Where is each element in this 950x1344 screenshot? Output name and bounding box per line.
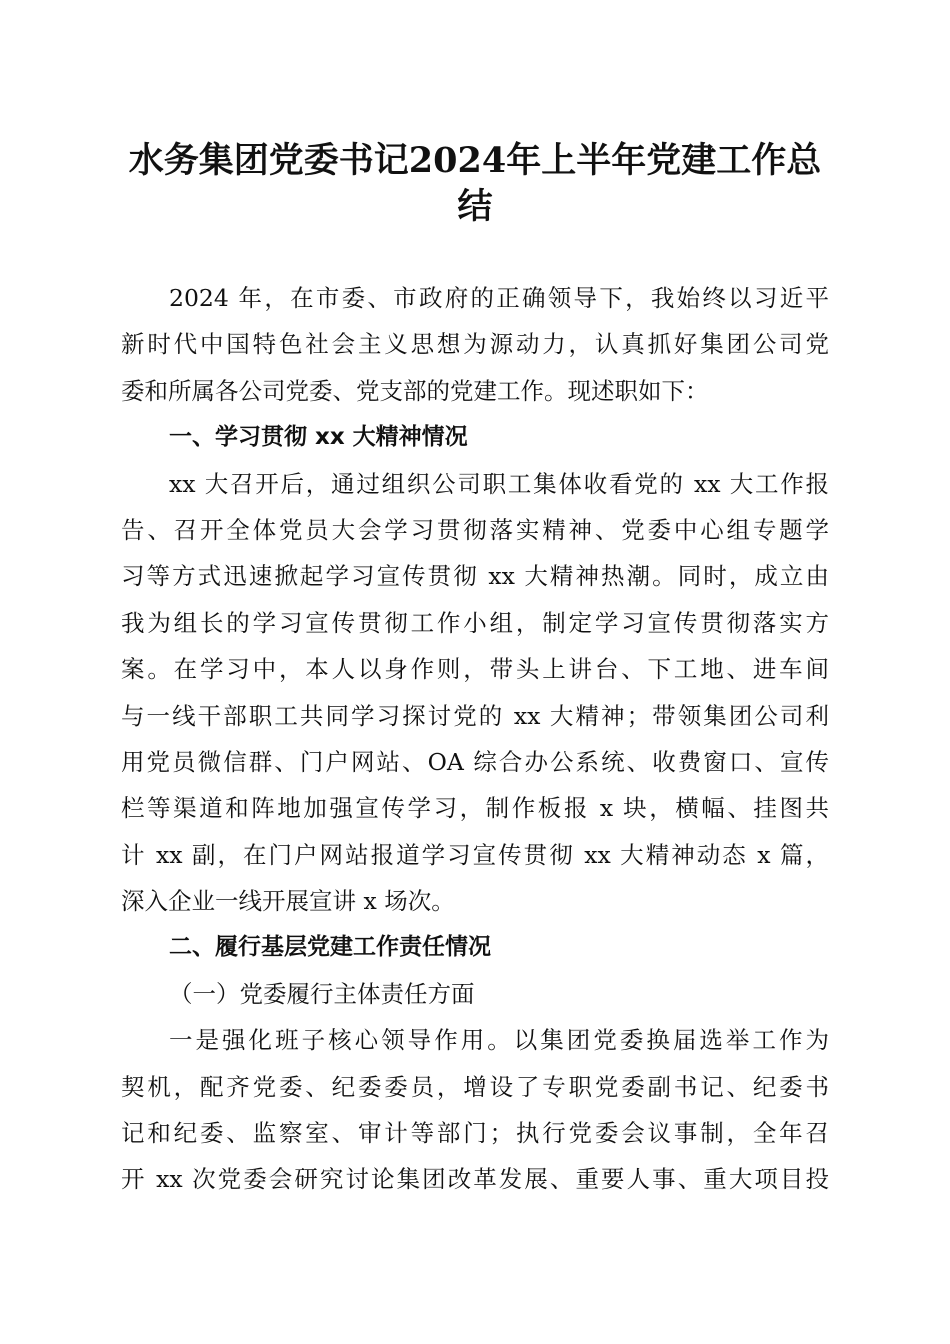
document-title-line-1: 水务集团党委书记2024年上半年党建工作总: [128, 140, 822, 181]
subsection-heading: （一）党委履行主体责任方面: [169, 979, 475, 1008]
paragraph-line: 栏等渠道和阵地加强宣传学习，制作板报 x 块，横幅、挂图共: [121, 794, 829, 823]
paragraph-line: 2024 年，在市委、市政府的正确领导下，我始终以习近平: [169, 284, 829, 312]
section-heading-2: 二、履行基层党建工作责任情况: [169, 934, 491, 961]
paragraph-line: 与一线干部职工共同学习探讨党的 xx 大精神；带领集团公司利: [121, 701, 829, 730]
paragraph-line: 案。在学习中，本人以身作则，带头上讲台、下工地、进车间: [121, 655, 829, 684]
document-title-line-2: 结: [457, 186, 493, 227]
paragraph-line: 用党员微信群、门户网站、OA 综合办公系统、收费窗口、宣传: [121, 747, 829, 776]
paragraph-line: 告、召开全体党员大会学习贯彻落实精神、党委中心组专题学: [121, 515, 829, 544]
paragraph-line: 习等方式迅速掀起学习宣传贯彻 xx 大精神热潮。同时，成立由: [121, 562, 829, 591]
document-body: [121, 275, 829, 1203]
paragraph-line: 计 xx 副，在门户网站报道学习宣传贯彻 xx 大精神动态 x 篇，: [121, 840, 829, 869]
paragraph-line: 委和所属各公司党委、党支部的党建工作。现述职如下：: [121, 376, 709, 405]
paragraph-line: 契机，配齐党委、纪委委员，增设了专职党委副书记、纪委书: [121, 1072, 829, 1101]
paragraph-line: 开 xx 次党委会研究讨论集团改革发展、重要人事、重大项目投: [121, 1165, 829, 1194]
section-heading-1: 一、学习贯彻 xx 大精神情况: [169, 424, 468, 451]
paragraph-line: 深入企业一线开展宣讲 x 场次。: [121, 887, 455, 916]
paragraph-line: 我为组长的学习宣传贯彻工作小组，制定学习宣传贯彻落实方: [121, 608, 829, 637]
paragraph-line: xx 大召开后，通过组织公司职工集体收看党的 xx 大工作报: [169, 469, 829, 498]
paragraph-line: 记和纪委、监察室、审计等部门；执行党委会议事制，全年召: [121, 1119, 829, 1148]
paragraph-line: 一是强化班子核心领导作用。以集团党委换届选举工作为: [169, 1026, 829, 1055]
paragraph-line: 新时代中国特色社会主义思想为源动力，认真抓好集团公司党: [121, 330, 829, 359]
